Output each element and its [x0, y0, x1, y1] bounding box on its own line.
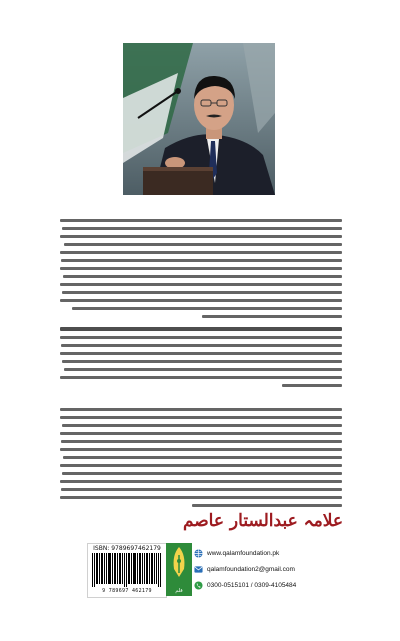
- barcode-panel: [87, 543, 167, 598]
- closing-paragraph: [60, 408, 342, 512]
- publisher-contacts: [194, 547, 314, 595]
- author-photo: [123, 43, 275, 195]
- barcode-number: 9 789697 462179: [102, 588, 152, 594]
- email-text: qalamfoundation2@gmail.com: [207, 566, 295, 573]
- contact-email[interactable]: [194, 563, 314, 576]
- phone-text: 0300-0515101 / 0309-4105484: [207, 582, 297, 589]
- contact-website[interactable]: [194, 547, 314, 560]
- publisher-logo: [166, 543, 192, 596]
- website-text: www.qalamfoundation.pk: [207, 550, 280, 557]
- contact-phone[interactable]: [194, 579, 314, 592]
- phone-icon: [194, 581, 203, 590]
- pen-nib-icon: [166, 543, 192, 583]
- publisher-logo-label: قلم: [175, 588, 183, 594]
- author-signature: علامہ عبدالستار عاصم: [182, 511, 343, 531]
- barcode-icon: [92, 553, 162, 587]
- isbn-label: ISBN: 9789697462179: [93, 545, 161, 552]
- globe-icon: [194, 549, 203, 558]
- books-list: [60, 327, 342, 392]
- intro-paragraph: [60, 219, 342, 323]
- mail-icon: [194, 565, 203, 574]
